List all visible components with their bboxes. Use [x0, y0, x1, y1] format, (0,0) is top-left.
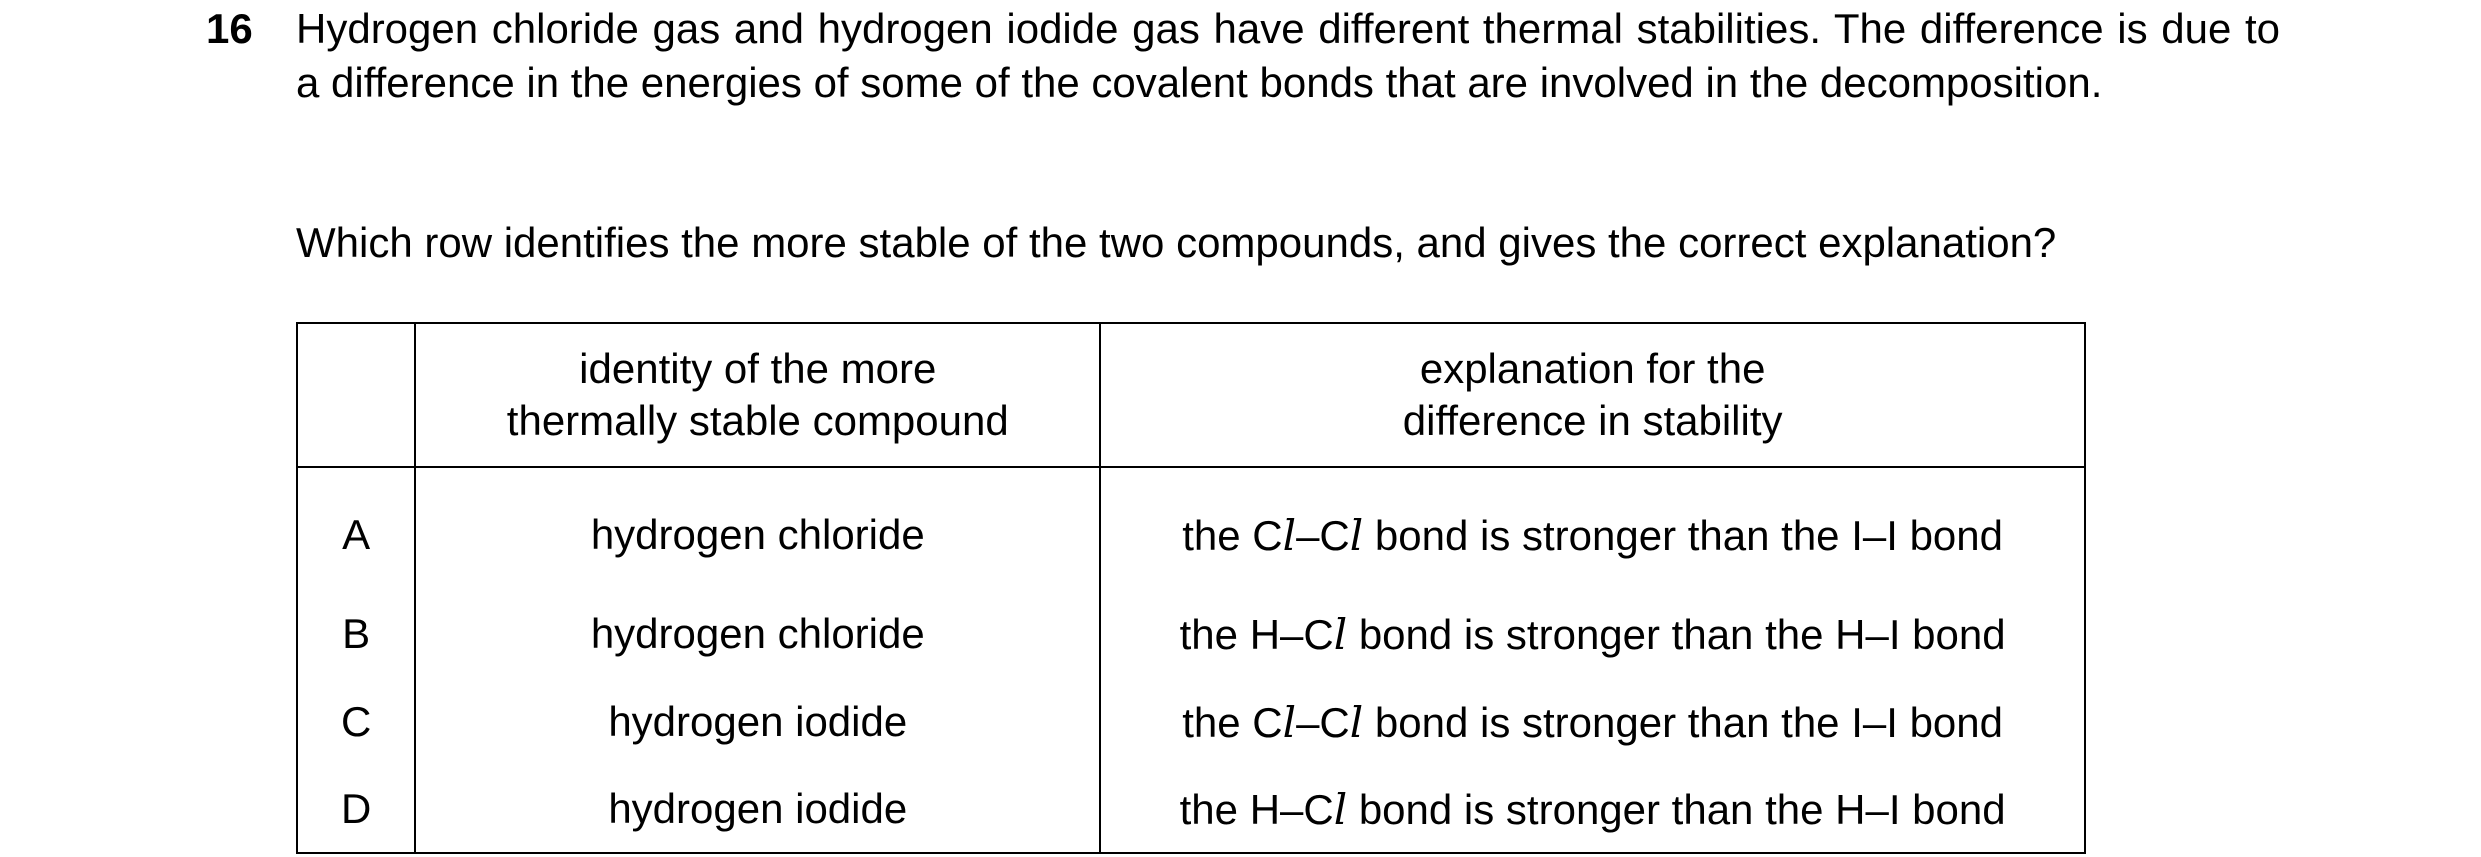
explanation-text: the H–C: [1179, 610, 1334, 658]
chlorine-ell: l: [1282, 510, 1297, 560]
header-letter-cell: [297, 323, 415, 467]
option-row-b[interactable]: [297, 590, 2085, 678]
question-prompt: Which row identifies the more stable of the two compounds, and gives the correct explanation?: [296, 219, 2057, 266]
table-header-row: [297, 323, 2085, 467]
option-identity: hydrogen chloride: [415, 467, 1100, 590]
option-row-c[interactable]: [297, 678, 2085, 766]
chlorine-ell: l: [1349, 697, 1364, 747]
explanation-text: –C: [1296, 511, 1350, 559]
header-identity-line1: identity of the more: [579, 345, 937, 392]
explanation-text: bond is stronger than the H–I bond: [1347, 785, 2006, 833]
option-letter: B: [297, 590, 415, 678]
chlorine-ell: l: [1349, 510, 1364, 560]
header-explanation: [1100, 323, 2085, 467]
option-row-a[interactable]: [297, 467, 2085, 590]
option-explanation: [1100, 467, 2085, 590]
option-letter: D: [297, 766, 415, 853]
explanation-text: bond is stronger than the I–I bond: [1363, 511, 2004, 559]
explanation-text: the H–C: [1179, 785, 1334, 833]
chlorine-ell: l: [1333, 609, 1348, 659]
header-explanation-line1: explanation for the: [1419, 345, 1766, 392]
explanation-text: the C: [1182, 511, 1283, 559]
chlorine-ell: l: [1282, 697, 1297, 747]
option-row-d[interactable]: [297, 766, 2085, 853]
option-letter: A: [297, 467, 415, 590]
option-explanation: [1100, 766, 2085, 853]
option-identity: hydrogen iodide: [415, 678, 1100, 766]
header-identity-line2: thermally stable compound: [506, 397, 1009, 444]
option-explanation: [1100, 678, 2085, 766]
answer-options-table: [296, 322, 2086, 854]
option-identity: hydrogen iodide: [415, 766, 1100, 853]
chlorine-ell: l: [1333, 784, 1348, 834]
explanation-text: bond is stronger than the I–I bond: [1363, 698, 2004, 746]
explanation-text: bond is stronger than the H–I bond: [1347, 610, 2006, 658]
header-identity: [415, 323, 1100, 467]
option-letter: C: [297, 678, 415, 766]
option-explanation: [1100, 590, 2085, 678]
explanation-text: the C: [1182, 698, 1283, 746]
header-explanation-line2: difference in stability: [1402, 397, 1783, 444]
explanation-text: –C: [1296, 698, 1350, 746]
question-stem: Hydrogen chloride gas and hydrogen iodide gas have different thermal stabilities. The difference is due to a difference in the energies of some of the covalent bonds that are involved in the decomposition.: [296, 5, 2280, 106]
option-identity: hydrogen chloride: [415, 590, 1100, 678]
question-number: 16: [206, 5, 253, 52]
